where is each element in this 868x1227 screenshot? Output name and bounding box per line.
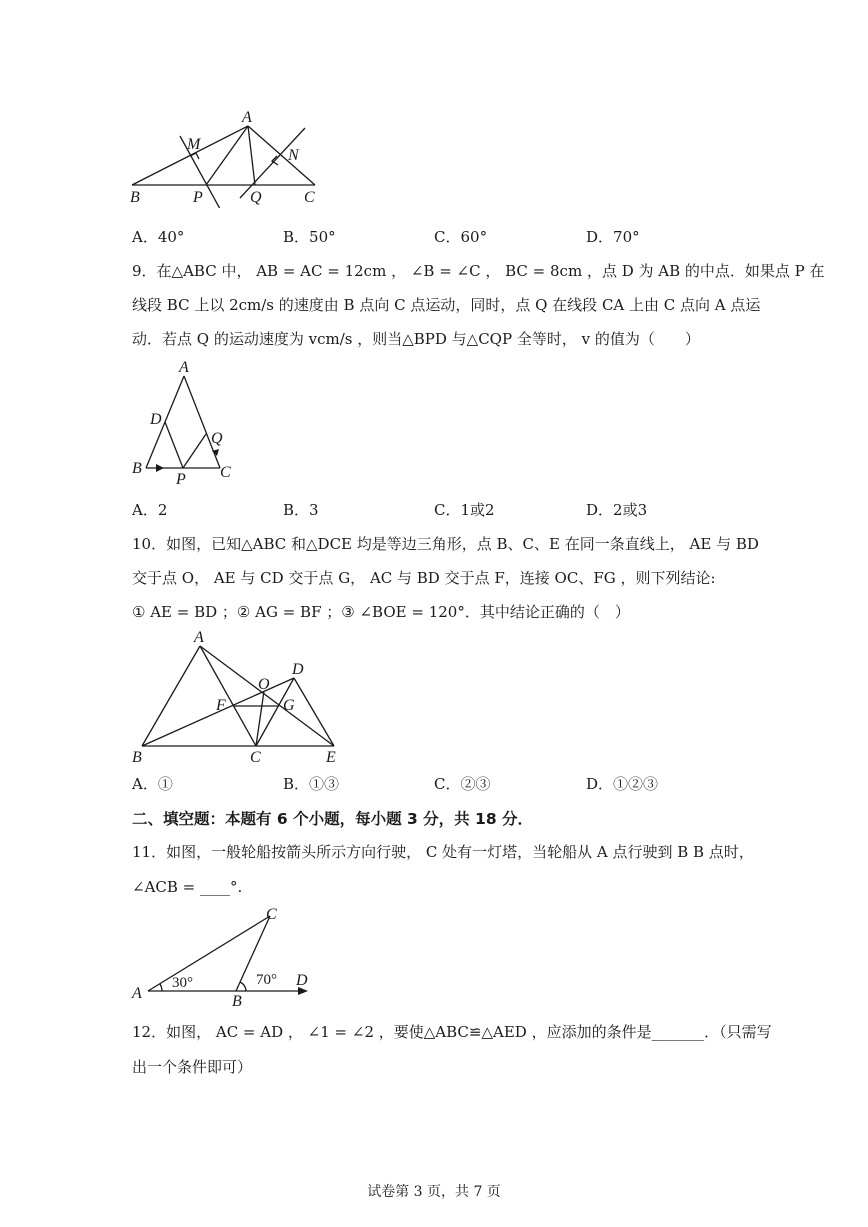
- q10-option-a[interactable]: A．①: [132, 775, 173, 793]
- label-c: C: [220, 464, 231, 481]
- label-q: Q: [211, 430, 223, 447]
- section-heading-fill-in: 二、填空题：本题有 6 个小题，每小题 3 分，共 18 分．: [132, 810, 534, 828]
- q8-option-b[interactable]: B．50°: [283, 228, 336, 246]
- q11-text-line2: ∠ACB = ____°.: [132, 878, 243, 896]
- label-p: P: [176, 471, 186, 488]
- q8-figure: [120, 108, 330, 208]
- label-angle-70: 70°: [256, 972, 277, 988]
- label-b: B: [232, 993, 242, 1010]
- label-o: O: [258, 676, 270, 693]
- q8-option-d[interactable]: D．70°: [586, 228, 640, 246]
- page-footer: 试卷第 3 页，共 7 页: [367, 1184, 501, 1200]
- segment-ac: [200, 646, 256, 746]
- q10-text-line1: 10．如图，已知△ABC 和△DCE 均是等边三角形，点 B、C、E 在同一条直线上， AE 与 BD: [132, 535, 759, 553]
- q12-text-line1: 12．如图， AC = AD ， ∠1 = ∠2 ，要使△ABC≌△AED ，应添加的条件是_______．（只需写: [132, 1023, 772, 1041]
- label-d: D: [296, 972, 308, 989]
- segment-ae: [200, 646, 334, 746]
- segment-ac: [248, 126, 315, 185]
- arrow-p-direction: [156, 464, 164, 472]
- q9-text-line2: 线段 BC 上以 2cm/s 的速度由 B 点向 C 点运动，同时，点 Q 在线段 CA 上由 C 点向 A 点运: [132, 296, 761, 314]
- label-d: D: [150, 411, 162, 428]
- segment-pq: [183, 434, 206, 468]
- q9-text-line3: 动．若点 Q 的运动速度为 vcm/s ，则当△BPD 与△CQP 全等时， v 的值为（ ）: [132, 330, 700, 348]
- q8-option-a[interactable]: A．40°: [132, 228, 185, 246]
- label-b: B: [132, 460, 142, 477]
- right-angle-mark-m: [190, 153, 199, 159]
- label-angle-30: 30°: [172, 975, 193, 991]
- q9-option-b[interactable]: B．3: [283, 501, 319, 519]
- q10-text-line2: 交于点 O， AE 与 CD 交于点 G， AC 与 BD 交于点 F，连接 OC、FG ，则下列结论:: [132, 569, 716, 587]
- segment-dp: [165, 422, 183, 468]
- label-b: B: [130, 189, 140, 206]
- segment-ab: [142, 646, 200, 746]
- label-n: N: [288, 147, 299, 164]
- label-d: D: [292, 661, 304, 678]
- segment-ac: [148, 916, 270, 991]
- label-c: C: [250, 749, 261, 766]
- q10-option-d[interactable]: D．①②③: [586, 775, 659, 793]
- label-a: A: [194, 629, 204, 646]
- label-a: A: [179, 359, 189, 376]
- q10-option-c[interactable]: C．②③: [434, 775, 491, 793]
- q10-figure: [128, 626, 348, 766]
- label-e: E: [326, 749, 336, 766]
- label-q: Q: [250, 189, 262, 206]
- q12-text-line2: 出一个条件即可）: [132, 1058, 253, 1076]
- q10-option-b[interactable]: B．①③: [283, 775, 340, 793]
- segment-aq: [248, 126, 255, 185]
- label-f: F: [216, 697, 226, 714]
- q11-figure: [128, 900, 328, 1010]
- label-p: P: [193, 189, 203, 206]
- label-c: C: [304, 189, 315, 206]
- label-g: G: [283, 697, 295, 714]
- segment-ac: [184, 376, 220, 468]
- segment-ap: [206, 126, 248, 185]
- label-c: C: [266, 906, 277, 923]
- label-m: M: [187, 136, 201, 153]
- label-a: A: [132, 985, 142, 1002]
- segment-de: [294, 678, 334, 746]
- q10-text-line3: ① AE = BD ；② AG = BF ；③ ∠BOE = 120°．其中结论正确的（ ）: [132, 603, 630, 621]
- q11-text-line1: 11．如图，一般轮船按箭头所示方向行驶， C 处有一灯塔，当轮船从 A 点行驶到 B B 点时，: [132, 843, 754, 861]
- label-b: B: [132, 749, 142, 766]
- label-a: A: [242, 109, 252, 126]
- q9-option-c[interactable]: C．1或2: [434, 501, 495, 519]
- angle-arc-b: [240, 982, 246, 991]
- q9-option-d[interactable]: D．2或3: [586, 501, 648, 519]
- q8-option-c[interactable]: C．60°: [434, 228, 488, 246]
- q9-text-line1: 9．在△ABC 中， AB = AC = 12cm ， ∠B = ∠C ， BC = 8cm ，点 D 为 AB 的中点．如果点 P 在: [132, 262, 825, 280]
- q9-option-a[interactable]: A．2: [132, 501, 168, 519]
- q9-figure: [128, 358, 238, 488]
- angle-arc-a: [160, 984, 162, 991]
